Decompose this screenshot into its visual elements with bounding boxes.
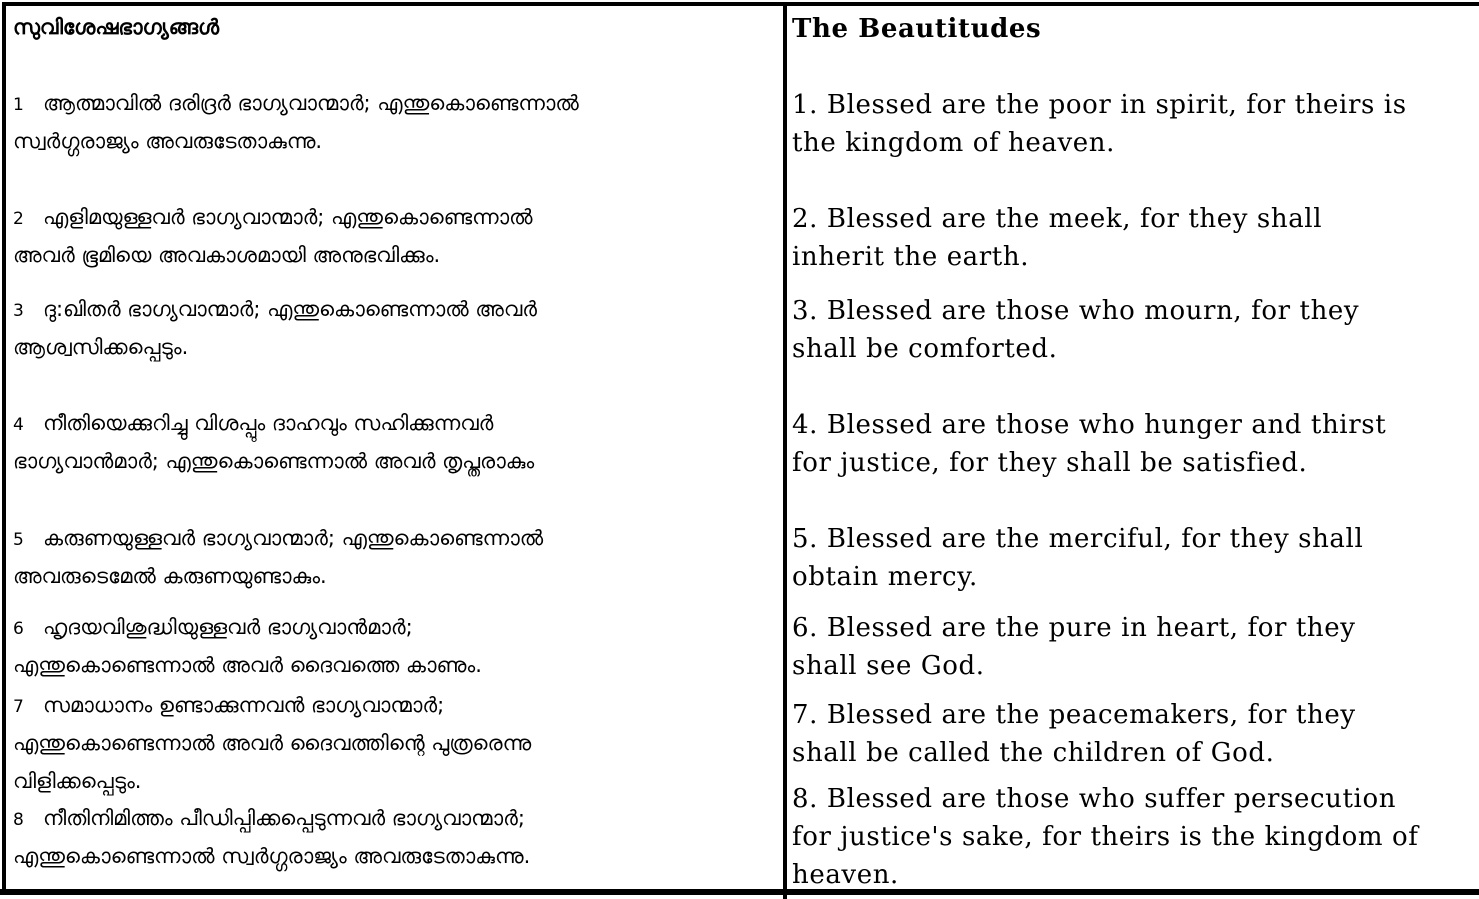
item-number: 5 xyxy=(13,530,24,550)
malayalam-item-3 xyxy=(13,290,778,366)
item-number: 3 xyxy=(13,301,24,321)
item-line xyxy=(13,290,778,328)
item-text: എളിമയുള്ളവർ ഭാഗ്യവാന്മാർ; എന്തുകൊണ്ടെന്നാൽ xyxy=(43,205,533,229)
malayalam-title-cell xyxy=(13,8,778,46)
item-line: obtain mercy. xyxy=(792,562,978,592)
item-line: 2. Blessed are the meek, for they shall xyxy=(792,204,1323,234)
item-number: 8 xyxy=(13,810,24,830)
item-number: 6 xyxy=(13,619,24,639)
english-item-2 xyxy=(792,200,1478,276)
item-number: 7 xyxy=(13,697,24,717)
english-item-8 xyxy=(792,780,1478,894)
item-line: for justice's sake, for theirs is the kingdom of xyxy=(792,822,1419,852)
item-text: നീതിയെക്കുറിച്ചു വിശപ്പും ദാഹവും സഹിക്കുന്നവർ xyxy=(43,411,494,435)
item-line xyxy=(13,84,778,122)
item-line: എന്തുകൊണ്ടെന്നാൽ അവർ ദൈവത്തിന്റെ പുത്രരെന്നു xyxy=(13,731,532,755)
item-line xyxy=(13,686,778,724)
column-divider xyxy=(783,2,787,899)
english-item-7 xyxy=(792,696,1478,772)
item-line: അവർ ഭൂമിയെ അവകാശമായി അനുഭവിക്കും. xyxy=(13,243,441,267)
item-line: ആശ്വസിക്കപ്പെടും. xyxy=(13,335,189,359)
item-number: 1 xyxy=(13,95,24,115)
item-line xyxy=(13,519,778,557)
english-title: The Beautitudes xyxy=(792,14,1042,44)
english-item-4 xyxy=(792,406,1478,482)
item-line: the kingdom of heaven. xyxy=(792,128,1115,158)
english-item-3 xyxy=(792,292,1478,368)
item-line: inherit the earth. xyxy=(792,242,1030,272)
item-line: വിളിക്കപ്പെടും. xyxy=(13,769,142,793)
english-item-5 xyxy=(792,520,1478,596)
item-line: 4. Blessed are those who hunger and thirst xyxy=(792,410,1387,440)
malayalam-title: സുവിശേഷഭാഗ്യങ്ങൾ xyxy=(13,15,220,39)
item-line: 7. Blessed are the peacemakers, for they xyxy=(792,700,1356,730)
item-line: എന്തുകൊണ്ടെന്നാൽ അവർ ദൈവത്തെ കാണും. xyxy=(13,653,482,677)
english-item-1 xyxy=(792,86,1478,162)
item-line: 1. Blessed are the poor in spirit, for theirs is xyxy=(792,90,1407,120)
item-line: അവരുടെമേൽ കരുണയുണ്ടാകും. xyxy=(13,564,327,588)
malayalam-item-7 xyxy=(13,686,778,793)
item-number: 4 xyxy=(13,415,24,435)
item-text: ഹൃദയവിശുദ്ധിയുള്ളവർ ഭാഗ്യവാൻമാർ; xyxy=(43,615,413,639)
malayalam-item-5 xyxy=(13,519,778,595)
item-line: heaven. xyxy=(792,860,899,890)
item-text: ദു:ഖിതർ ഭാഗ്യവാന്മാർ; എന്തുകൊണ്ടെന്നാൽ അവർ xyxy=(43,297,537,321)
english-title-cell xyxy=(792,10,1478,48)
item-line: എന്തുകൊണ്ടെന്നാൽ സ്വർഗ്ഗരാജ്യം അവരുടേതാകുന്നു. xyxy=(13,844,531,868)
item-line: shall see God. xyxy=(792,651,985,681)
english-item-6 xyxy=(792,609,1478,685)
item-line: 3. Blessed are those who mourn, for they xyxy=(792,296,1360,326)
item-line: shall be called the children of God. xyxy=(792,738,1275,768)
malayalam-item-2 xyxy=(13,198,778,274)
item-text: ആത്മാവിൽ ദരിദ്രർ ഭാഗ്യവാന്മാർ; എന്തുകൊണ്ടെന്നാൽ xyxy=(43,91,579,115)
malayalam-item-8 xyxy=(13,799,778,875)
malayalam-item-6 xyxy=(13,608,778,684)
item-line: shall be comforted. xyxy=(792,334,1058,364)
item-line: ഭാഗ്യവാൻമാർ; എന്തുകൊണ്ടെന്നാൽ അവർ തൃപ്തരാകും xyxy=(13,449,535,473)
item-line xyxy=(13,404,778,442)
item-line: for justice, for they shall be satisfied. xyxy=(792,448,1308,478)
item-text: സമാധാനം ഉണ്ടാക്കുന്നവൻ ഭാഗ്യവാന്മാർ; xyxy=(43,693,445,717)
item-text: കരുണയുള്ളവർ ഭാഗ്യവാന്മാർ; എന്തുകൊണ്ടെന്നാൽ xyxy=(43,526,544,550)
item-text: നീതിനിമിത്തം പീഡിപ്പിക്കപ്പെടുന്നവർ ഭാഗ്യവാന്മാർ; xyxy=(43,806,525,830)
item-line: 8. Blessed are those who suffer persecution xyxy=(792,784,1397,814)
malayalam-item-4 xyxy=(13,404,778,480)
item-line xyxy=(13,608,778,646)
item-line: സ്വർഗ്ഗരാജ്യം അവരുടേതാകുന്നു. xyxy=(13,129,323,153)
item-line xyxy=(13,198,778,236)
malayalam-item-1 xyxy=(13,84,778,160)
item-line xyxy=(13,799,778,837)
item-line: 6. Blessed are the pure in heart, for they xyxy=(792,613,1356,643)
item-number: 2 xyxy=(13,209,24,229)
item-line: 5. Blessed are the merciful, for they shall xyxy=(792,524,1364,554)
